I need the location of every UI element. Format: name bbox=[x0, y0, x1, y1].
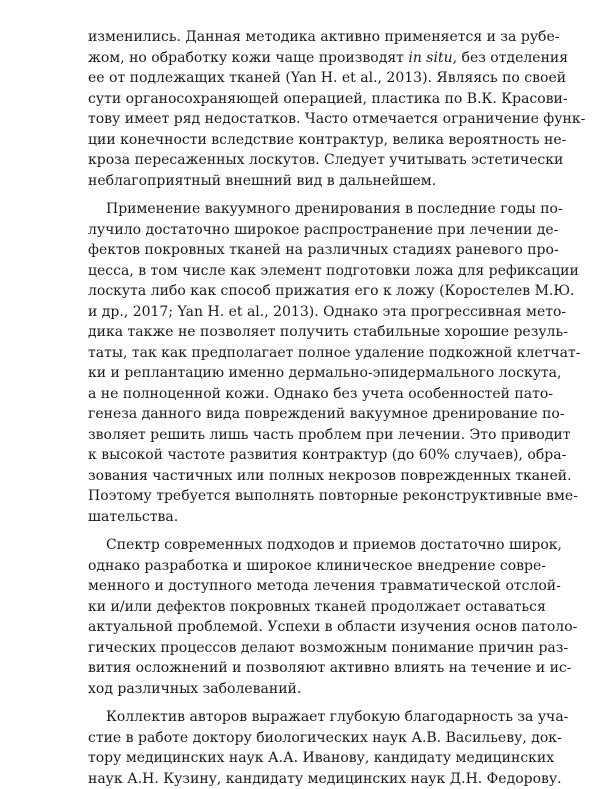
paragraph-p1 bbox=[88, 27, 520, 191]
text-run: Применение вакуумного дренирования в последние годы по- bbox=[106, 201, 563, 217]
text-run: шательства. bbox=[88, 509, 178, 525]
text-line bbox=[88, 486, 520, 507]
text-run: зволяет решить лишь часть проблем при лечении. Это приводит bbox=[88, 427, 570, 443]
text-run: стие в работе доктору биологических наук А.В. Васильеву, док- bbox=[88, 730, 562, 746]
text-run: неблагоприятный внешний вид в дальнейшем. bbox=[88, 173, 436, 189]
paragraph-p3 bbox=[88, 535, 520, 699]
text-line bbox=[88, 68, 520, 89]
text-run: , без отделения bbox=[453, 50, 568, 66]
text-run: кроза пересаженных лоскутов. Следует учитывать эстетически bbox=[88, 152, 563, 168]
text-line bbox=[88, 404, 520, 425]
text-run: дика также не позволяет получить стабильные хорошие резуль- bbox=[88, 324, 568, 340]
text-run: таты, так как предполагает полное удаление подкожной клетчат- bbox=[88, 345, 581, 361]
text-run: тору медицинских наук А.А. Иванову, кандидату медицинских bbox=[88, 750, 554, 766]
text-line bbox=[88, 171, 520, 192]
text-line bbox=[88, 220, 520, 241]
text-line bbox=[88, 556, 520, 577]
text-line bbox=[88, 769, 520, 789]
text-line bbox=[88, 322, 520, 343]
text-line bbox=[88, 109, 520, 130]
text-line bbox=[88, 150, 520, 171]
text-line bbox=[88, 425, 520, 446]
text-run: Коллектив авторов выражает глубокую благодарность за уча- bbox=[106, 709, 568, 725]
text-line bbox=[88, 617, 520, 638]
text-run: актуальной проблемой. Успехи в области изучения основ патоло- bbox=[88, 619, 577, 635]
text-line bbox=[88, 679, 520, 700]
text-run: и др., 2017; Yan H. et al., 2013). Однако эта прогрессивная мето- bbox=[88, 304, 566, 320]
text-line bbox=[88, 638, 520, 659]
text-line bbox=[88, 199, 520, 220]
text-line bbox=[88, 445, 520, 466]
text-run: Спектр современных подходов и приемов достаточно широк, bbox=[106, 537, 562, 553]
text-run: к высокой частоте развития контрактур (до 60% случаев), обра- bbox=[88, 447, 566, 463]
text-run: лучило достаточно широкое распространение при лечении де- bbox=[88, 222, 558, 238]
text-line bbox=[88, 343, 520, 364]
text-run: однако разработка и широкое клиническое внедрение совре- bbox=[88, 558, 546, 574]
text-run: гических процессов делают возможным понимание причин раз- bbox=[88, 640, 568, 656]
text-line bbox=[88, 707, 520, 728]
text-line bbox=[88, 728, 520, 749]
text-line bbox=[88, 363, 520, 384]
document-page bbox=[88, 27, 520, 789]
text-run: сути органосохраняющей операцией, пластика по В.К. Красови- bbox=[88, 91, 568, 107]
text-line bbox=[88, 576, 520, 597]
text-run: Поэтому требуется выполнять повторные реконструктивные вме- bbox=[88, 488, 578, 504]
text-line bbox=[88, 48, 520, 69]
text-line bbox=[88, 302, 520, 323]
text-line bbox=[88, 261, 520, 282]
text-run: цесса, в том числе как элемент подготовки ложа для рефиксации bbox=[88, 263, 579, 279]
text-run: ее от подлежащих тканей (Yan H. et al., 2013). Являясь по своей bbox=[88, 70, 566, 86]
text-run: тову имеет ряд недостатков. Часто отмечается ограничение функ- bbox=[88, 111, 585, 127]
text-run: вития осложнений и позволяют активно влиять на течение и ис- bbox=[88, 660, 572, 676]
text-run: а не полноценной кожи. Однако без учета особенностей пато- bbox=[88, 386, 553, 402]
text-line bbox=[88, 240, 520, 261]
text-line bbox=[88, 89, 520, 110]
text-line bbox=[88, 466, 520, 487]
text-run: генеза данного вида повреждений вакуумное дренирование по- bbox=[88, 406, 565, 422]
text-line bbox=[88, 535, 520, 556]
text-line bbox=[88, 130, 520, 151]
text-run: фектов покровных тканей на различных стадиях раневого про- bbox=[88, 242, 559, 258]
text-line bbox=[88, 597, 520, 618]
paragraph-p4 bbox=[88, 707, 520, 789]
italic-term: in situ bbox=[408, 50, 452, 66]
text-run: менного и доступного метода лечения травматической отслой- bbox=[88, 578, 561, 594]
text-run: ки и реплантацию именно дермально-эпидермального лоскута, bbox=[88, 365, 561, 381]
text-run: изменились. Данная методика активно применяется и за рубе- bbox=[88, 29, 560, 45]
text-line bbox=[88, 748, 520, 769]
text-line bbox=[88, 658, 520, 679]
text-line bbox=[88, 27, 520, 48]
text-run: наук А.Н. Кузину, кандидату медицинских наук Д.Н. Федорову. bbox=[88, 771, 562, 787]
text-run: жом, но обработку кожи чаще производят bbox=[88, 50, 408, 66]
text-line bbox=[88, 281, 520, 302]
paragraph-p2 bbox=[88, 199, 520, 527]
text-run: ход различных заболеваний. bbox=[88, 681, 301, 697]
text-run: лоскута либо как способ прижатия его к ложу (Коростелев М.Ю. bbox=[88, 283, 575, 299]
text-run: ки и/или дефектов покровных тканей продолжает оставаться bbox=[88, 599, 546, 615]
text-run: зования частичных или полных некрозов поврежденных тканей. bbox=[88, 468, 572, 484]
text-run: ции конечности вследствие контрактур, велика вероятность не- bbox=[88, 132, 566, 148]
text-line bbox=[88, 507, 520, 528]
text-line bbox=[88, 384, 520, 405]
